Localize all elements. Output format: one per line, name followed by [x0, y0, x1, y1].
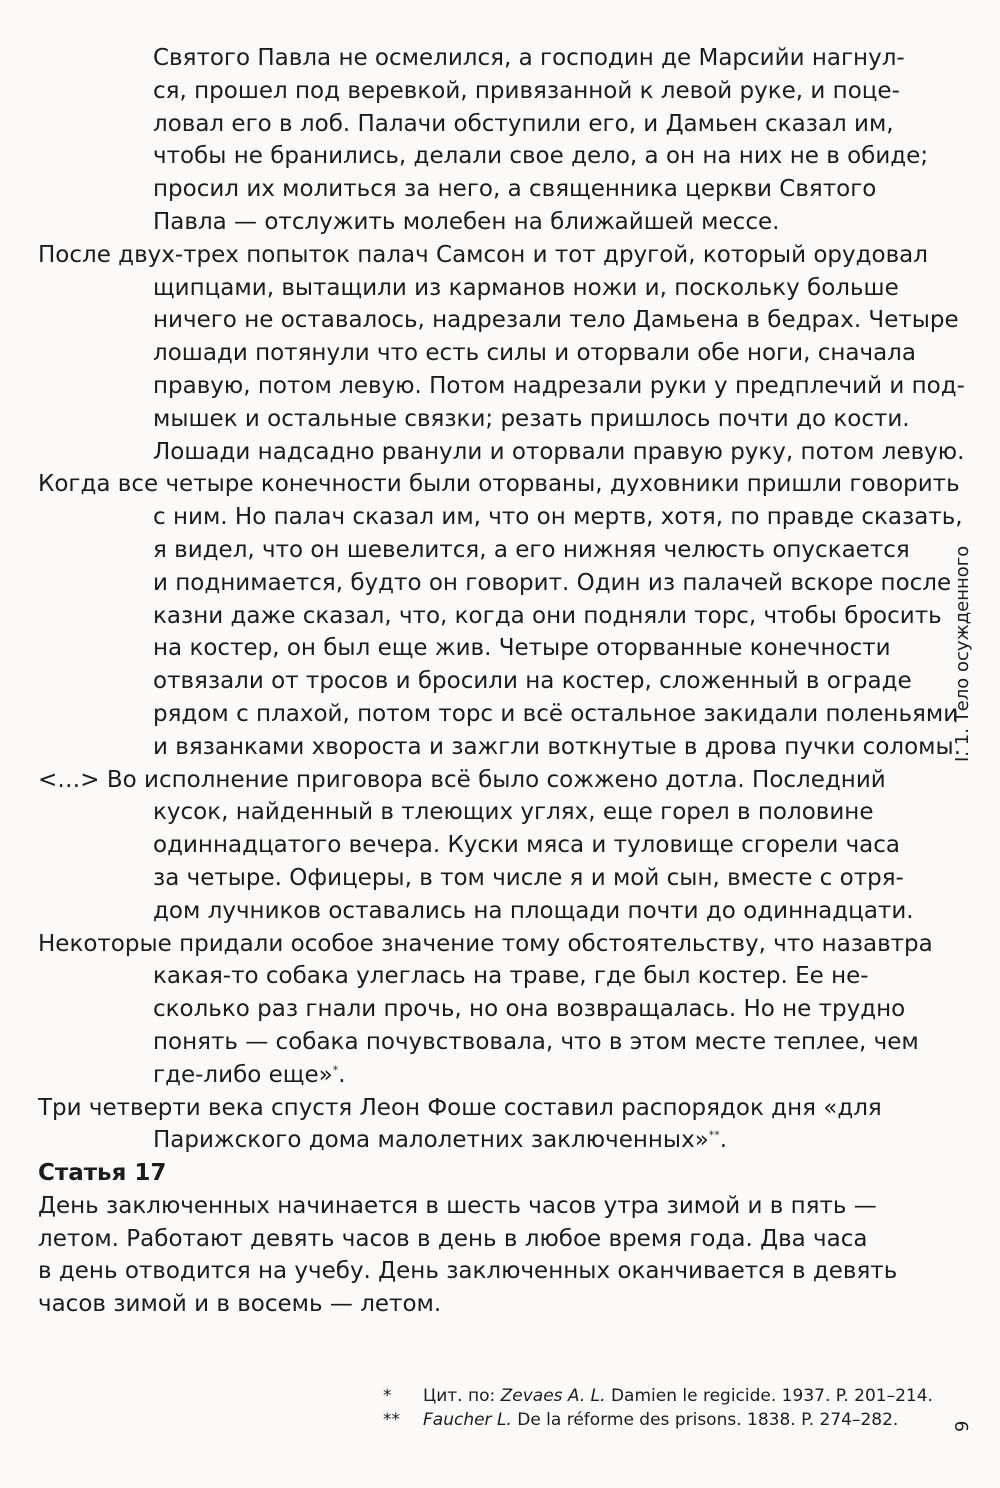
text-line: лошади потянули что есть силы и оторвали обе ноги, сначала: [153, 340, 916, 367]
text-line: мышек и остальные связки; резать пришлось почти до кости.: [153, 405, 910, 432]
text-line: где-либо еще»*.: [153, 1061, 346, 1088]
footnote-ref: *: [332, 1063, 339, 1077]
text-line: ся, прошел под веревкой, привязанной к левой руке, и поце-: [153, 77, 900, 104]
text-line: Три четверти века спустя Леон Фоше составил распорядок дня «для: [38, 1094, 882, 1121]
text-line: После двух-трех попыток палач Самсон и тот другой, который орудовал: [38, 241, 928, 268]
footnotes: [383, 1384, 933, 1432]
text-line: кусок, найденный в тлеющих углях, еще горел в половине: [153, 799, 874, 826]
text-line: Парижского дома малолетних заключенных»**.: [153, 1127, 728, 1154]
text-line: я видел, что он шевелится, а его нижняя челюсть опускается: [153, 536, 910, 563]
text-line: щипцами, вытащили из карманов ножи и, поскольку больше: [153, 274, 899, 301]
text-line: ничего не оставалось, надрезали тело Дамьена в бедрах. Четыре: [153, 307, 959, 334]
running-head: I. 1. Тело осужденного: [952, 545, 973, 762]
footnote: * Цит. по: Zevaes A. L. Damien le regicide. 1937. P. 201–214.: [383, 1386, 933, 1406]
footnote-ref: **: [708, 1128, 720, 1142]
text-line: какая-то собака улеглась на траве, где был костер. Ее не-: [153, 963, 869, 990]
text-line: отвязали от тросов и бросили на костер, сложенный в ограде: [153, 668, 912, 695]
text-line: Когда все четыре конечности были оторваны, духовники пришли говорить: [38, 471, 960, 498]
text-line: с ним. Но палач сказал им, что он мертв, хотя, по правде сказать,: [153, 504, 963, 531]
text-line: часов зимой и в восемь — летом.: [38, 1291, 442, 1318]
text-line: летом. Работают девять часов в день в любое время года. Два часа: [38, 1225, 868, 1252]
text-line: сколько раз гнали прочь, но она возвращалась. Но не трудно: [153, 996, 906, 1023]
text-line: в день отводится на учебу. День заключенных оканчивается в девять: [38, 1258, 898, 1285]
text-line: Некоторые придали особое значение тому обстоятельству, что назавтра: [38, 930, 933, 957]
text-line: казни даже сказал, что, когда они подняли торс, чтобы бросить: [153, 602, 942, 629]
text-line: одиннадцатого вечера. Куски мяса и туловище сгорели часа: [153, 832, 901, 859]
footnote: ** Faucher L. De la réforme des prisons. 1838. P. 274–282.: [383, 1410, 899, 1430]
text-line: Лошади надсадно рванули и оторвали правую руку, потом левую.: [153, 438, 965, 465]
text-line: <…> Во исполнение приговора всё было сожжено дотла. Последний: [38, 766, 886, 793]
text-line: чтобы не бранились, делали свое дело, а он на них не в обиде;: [153, 143, 929, 170]
text-line: День заключенных начинается в шесть часов утра зимой и в пять —: [38, 1192, 877, 1219]
text-line: понять — собака почувствовала, что в этом месте теплее, чем: [153, 1028, 919, 1055]
text-line: правую, потом левую. Потом надрезали руки у предплечий и под-: [153, 372, 965, 399]
text-line: на костер, он был еще жив. Четыре оторванные конечности: [153, 635, 891, 662]
text-line: и поднимается, будто он говорит. Один из палачей вскоре после: [153, 569, 952, 596]
text-line: Павла — отслужить молебен на ближайшей мессе.: [153, 208, 780, 235]
text-line: просил их молиться за него, а священника церкви Святого: [153, 176, 877, 203]
text-line: за четыре. Офицеры, в том числе я и мой сын, вместе с отря-: [153, 864, 904, 891]
page-number: 9: [952, 1420, 973, 1432]
text-line: рядом с плахой, потом торс и всё остальное закидали поленьями: [153, 700, 959, 727]
section-heading: Статья 17: [38, 1160, 167, 1187]
text-line: ловал его в лоб. Палачи обступили его, и Дамьен сказал им,: [153, 110, 894, 137]
text-line: Святого Павла не осмелился, а господин де Марсийи нагнул-: [153, 45, 905, 71]
text-line: и вязанками хвороста и зажгли воткнутые в дрова пучки соломы.: [153, 733, 961, 760]
text-line: дом лучников оставались на площади почти до одиннадцати.: [153, 897, 914, 924]
